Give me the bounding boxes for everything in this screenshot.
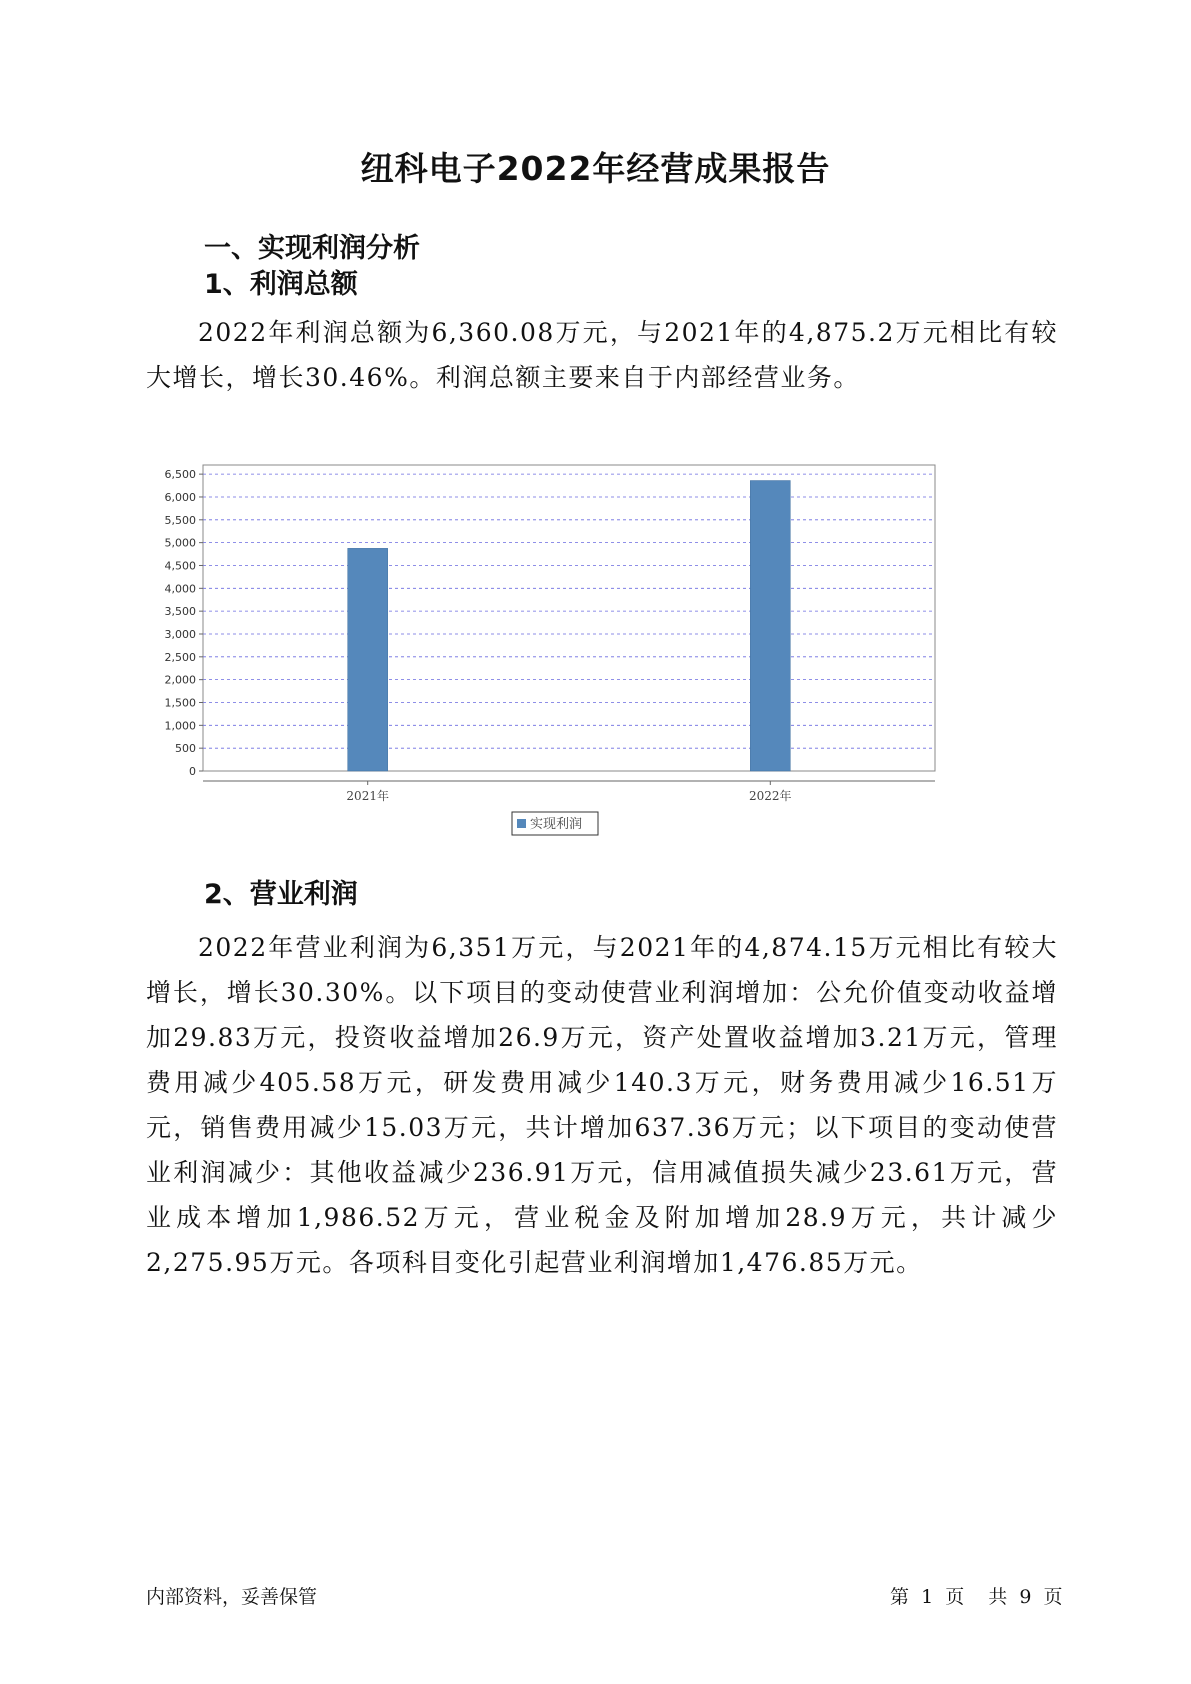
profit-bar-chart [150,450,1030,850]
y-tick-label: 4,500 [164,559,196,573]
bar [348,548,388,771]
y-tick-label: 6,000 [164,490,196,504]
x-tick-label: 2022年 [749,789,792,803]
y-tick-label: 3,000 [164,627,196,641]
paragraph-operating-profit: 2022年营业利润为6,351万元，与2021年的4,874.15万元相比有较大增长，增长30.30%。以下项目的变动使营业利润增加：公允价值变动收益增加29.83万元，投资收益增加26.9万元，资产处置收益增加3.21万元，管理费用减少405.58万元，研发费用减少140.3万元，财务费用减少16.51万元，销售费用减少15.03万元，共计增加637.36万元；以下项目的变动使营业利润减少：其他收益减少236.91万元，信用减值损失减少23.61万元，营业成本增加1,986.52万元，营业税金及附加增加28.9万元，共计减少2,275.95万元。各项科目变化引起营业利润增加1,476.85万元。 [146,933,1058,1277]
bar [750,481,790,771]
y-tick-label: 1,500 [164,696,196,710]
page-label: 页 [945,1586,965,1608]
page-current: 1 [921,1586,934,1608]
y-tick-label: 4,000 [164,582,196,596]
y-tick-label: 2,000 [164,673,196,687]
legend-label: 实现利润 [530,817,583,832]
page-number [890,1582,1068,1609]
page-label: 共 [988,1586,1008,1608]
page-total: 9 [1019,1586,1032,1608]
y-tick-label: 1,000 [164,719,196,733]
page-label: 页 [1043,1586,1063,1608]
y-tick-label: 5,000 [164,536,196,550]
y-tick-label: 3,500 [164,605,196,619]
paragraph-profit-total: 2022年利润总额为6,360.08万元，与2021年的4,875.2万元相比有较大增长，增长30.46%。利润总额主要来自于内部经营业务。 [146,318,1058,392]
page-title: 纽科电子2022年经营成果报告 [360,149,831,188]
y-tick-label: 500 [175,742,196,756]
subsection-heading-operating-profit: 2、营业利润 [204,879,358,910]
page-label: 第 [890,1586,910,1608]
legend-swatch [517,819,526,828]
y-tick-label: 0 [189,765,196,778]
y-tick-label: 6,500 [164,468,196,482]
footer-note: 内部资料，妥善保管 [146,1586,318,1608]
subsection-heading-profit-total: 1、利润总额 [204,269,358,300]
y-tick-label: 2,500 [164,650,196,664]
y-tick-label: 5,500 [164,513,196,527]
section-heading: 一、实现利润分析 [204,233,420,264]
x-tick-label: 2021年 [346,789,389,803]
